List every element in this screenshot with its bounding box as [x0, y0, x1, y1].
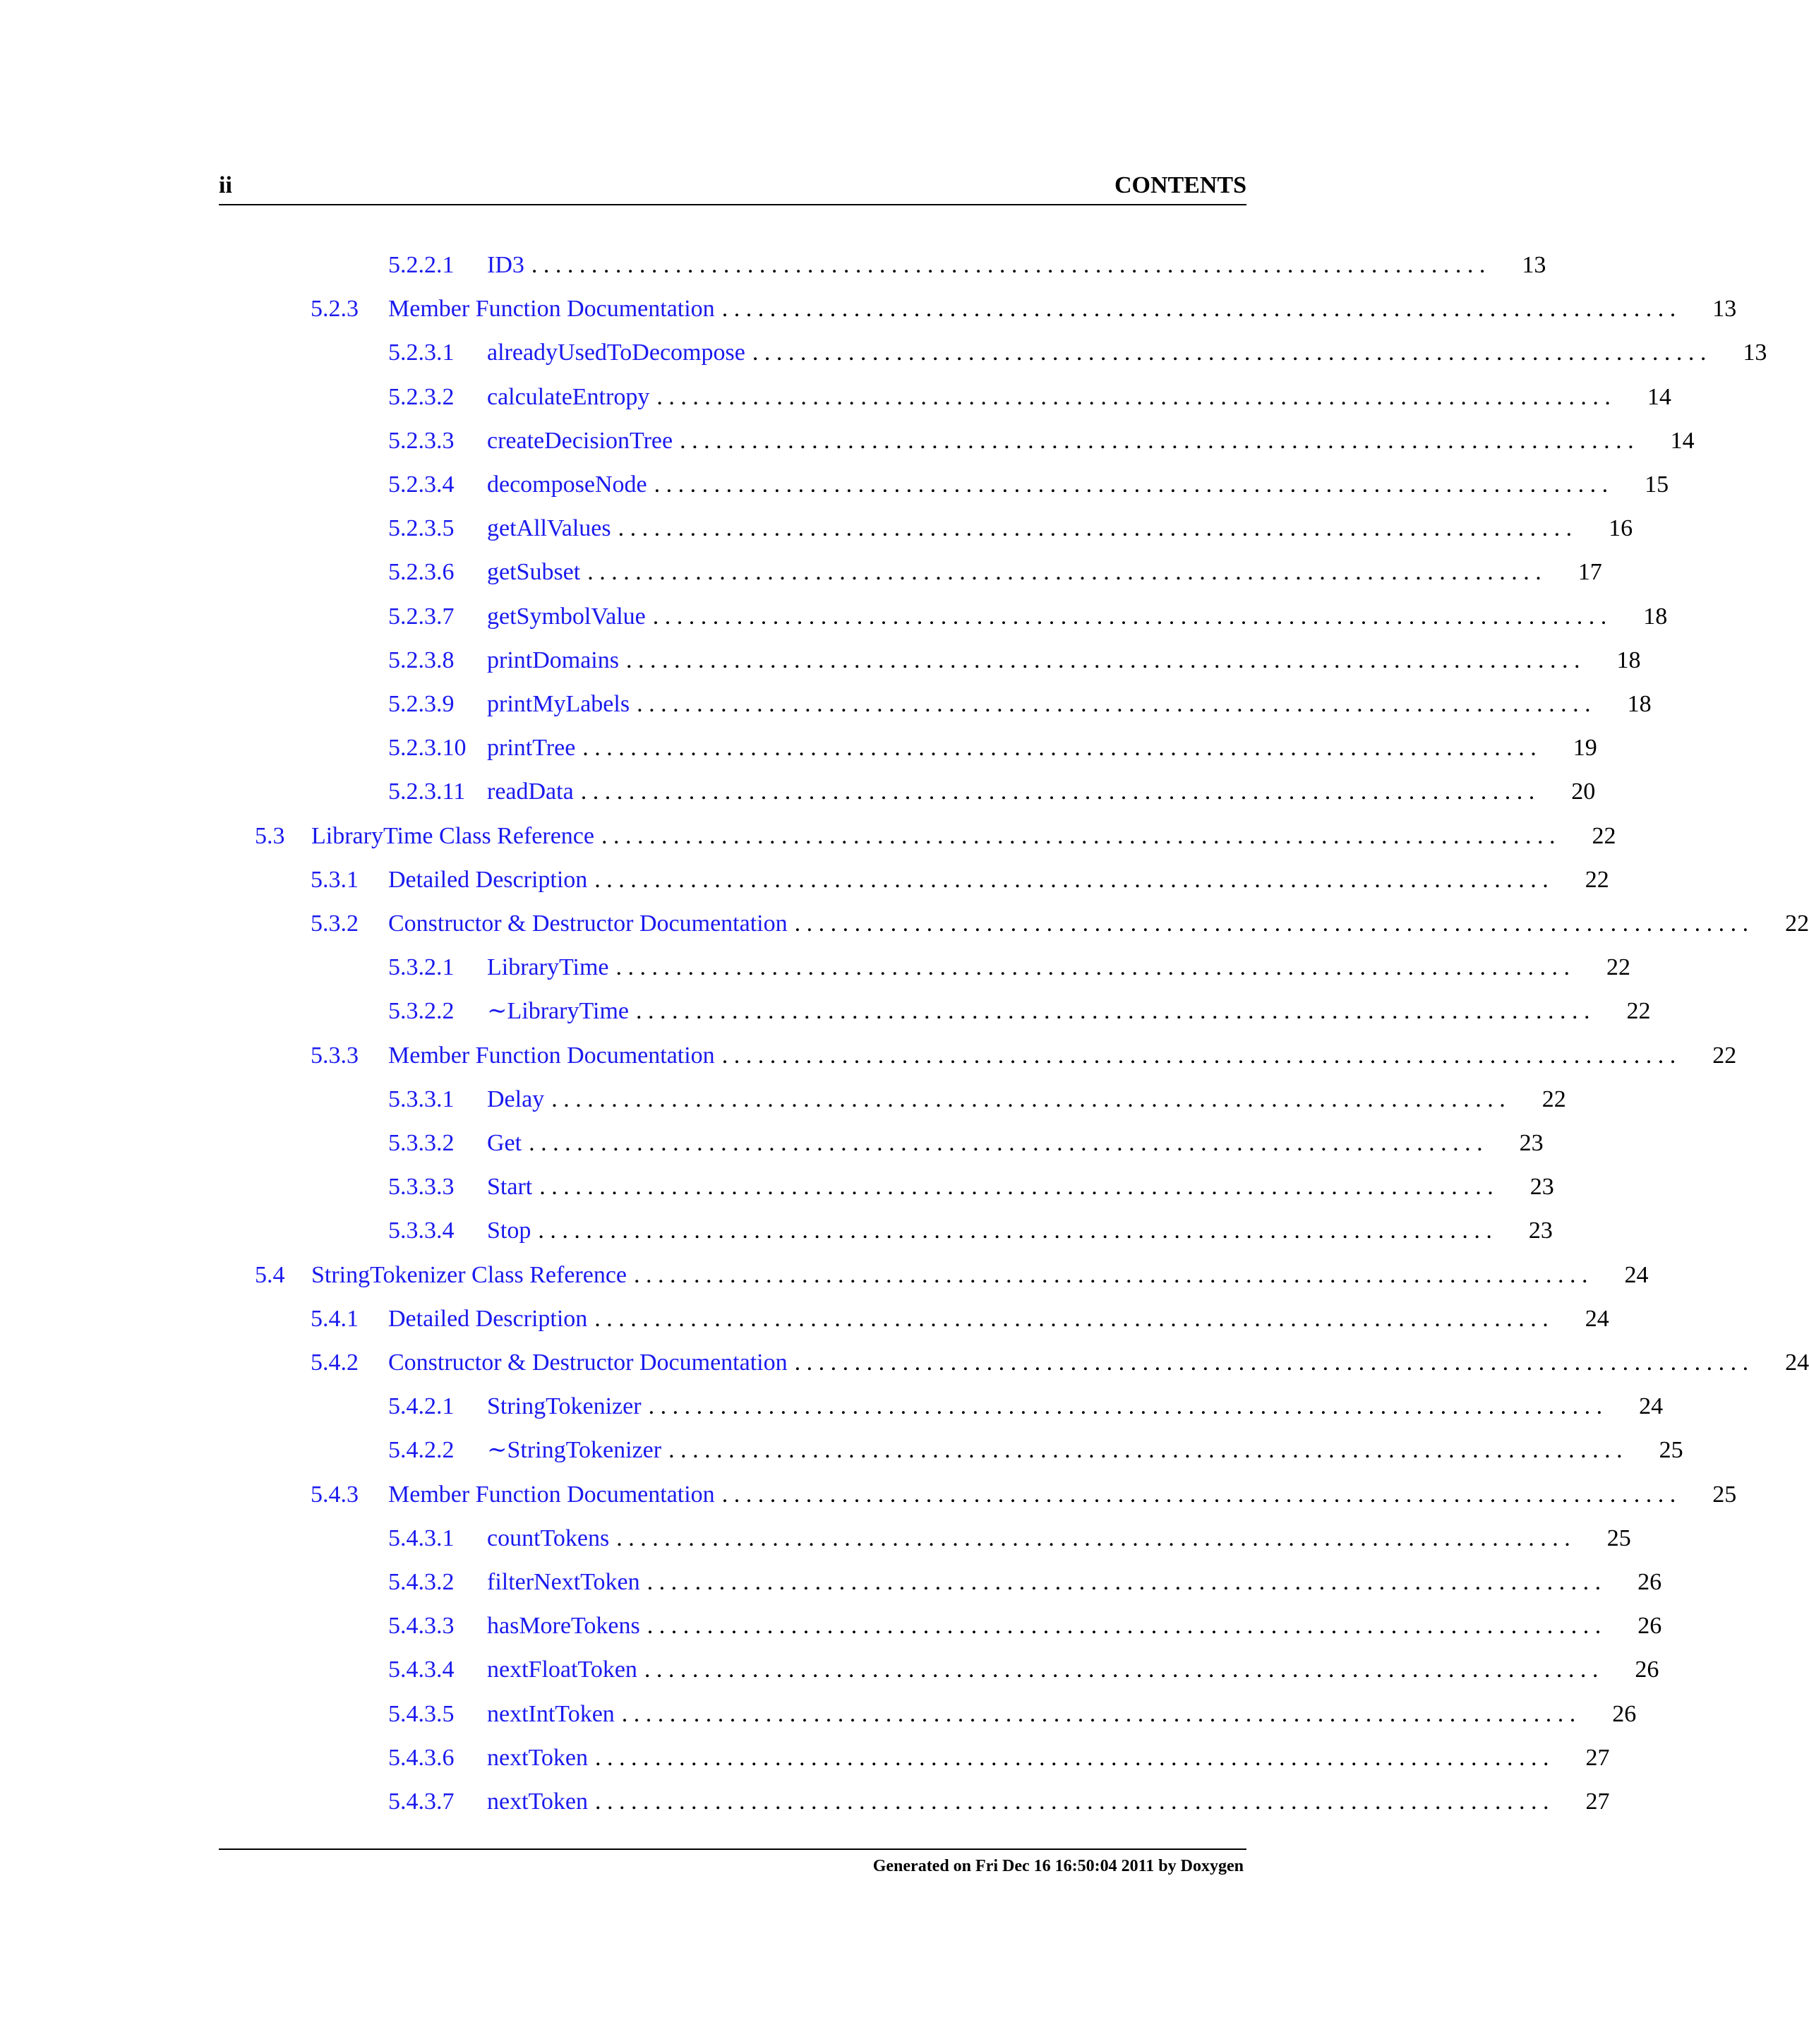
toc-entry-number[interactable]: 5.4.3.4: [388, 1657, 455, 1683]
toc-entry-number[interactable]: 5.3.2.1: [388, 954, 455, 980]
toc-dot-leader: . . . . . . . . . . . . . . . . . . . . . . . . . . . . . . . . . . . . . . . . . . . . . . . . . . . . . . . . . . . . . . . . . . . . . . . . . . . . . . . .: [618, 515, 1573, 541]
toc-entry[interactable]: [255, 820, 1616, 853]
toc-entry-number[interactable]: 5.4.3.7: [388, 1788, 455, 1815]
toc-entry[interactable]: [388, 644, 1641, 677]
toc-entry-title[interactable]: countTokens: [487, 1525, 610, 1551]
toc-dot-leader: . . . . . . . . . . . . . . . . . . . . . . . . . . . . . . . . . . . . . . . . . . . . . . . . . . . . . . . . . . . . . . . . . . . . . . . . . . . . . . . .: [616, 1525, 1570, 1551]
toc-entry-title[interactable]: Detailed Description: [388, 1306, 588, 1332]
toc-entry-title[interactable]: createDecisionTree: [487, 428, 673, 454]
toc-entry-page: 22: [1592, 823, 1616, 849]
toc-entry-number[interactable]: 5.2.3.11: [388, 778, 466, 805]
toc-entry-page: 13: [1743, 339, 1767, 366]
toc-entry-title[interactable]: ID3: [487, 252, 524, 278]
toc-entry-number[interactable]: 5.2.3.6: [388, 559, 455, 585]
toc-entry[interactable]: [388, 556, 1602, 589]
toc-entry-page: 13: [1522, 252, 1546, 278]
toc-dot-leader: . . . . . . . . . . . . . . . . . . . . . . . . . . . . . . . . . . . . . . . . . . . . . . . . . . . . . . . . . . . . . . . . . . . . . . . . . . . . . . . .: [580, 778, 1535, 805]
toc-dot-leader: . . . . . . . . . . . . . . . . . . . . . . . . . . . . . . . . . . . . . . . . . . . . . . . . . . . . . . . . . . . . . . . . . . . . . . . . . . . . . . . .: [594, 867, 1549, 893]
toc-entry-page: 26: [1612, 1701, 1637, 1727]
toc-entry-title[interactable]: nextToken: [487, 1745, 589, 1771]
toc-entry-title[interactable]: decomposeNode: [487, 471, 647, 498]
toc-entry-number[interactable]: 5.4.1: [311, 1306, 359, 1332]
toc-entry[interactable]: [311, 864, 1609, 896]
toc-entry-number[interactable]: 5.2.2.1: [388, 252, 455, 278]
toc-dot-leader: . . . . . . . . . . . . . . . . . . . . . . . . . . . . . . . . . . . . . . . . . . . . . . . . . . . . . . . . . . . . . . . . . . . . . . . . . . . . . . . .: [647, 1613, 1601, 1639]
toc-entry-page: 23: [1519, 1130, 1544, 1156]
toc-entry-number[interactable]: 5.2.3.2: [388, 384, 455, 410]
toc-entry-number[interactable]: 5.3.2: [311, 910, 359, 937]
toc-entry[interactable]: [388, 951, 1631, 984]
toc-dot-leader: . . . . . . . . . . . . . . . . . . . . . . . . . . . . . . . . . . . . . . . . . . . . . . . . . . . . . . . . . . . . . . . . . . . . . . . . . . . . . . . .: [721, 1481, 1676, 1508]
toc-entry-title[interactable]: getAllValues: [487, 515, 611, 541]
toc-entry-title[interactable]: Start: [487, 1174, 533, 1200]
toc-entry-title[interactable]: ∼StringTokenizer: [487, 1437, 662, 1463]
toc-entry[interactable]: [311, 1040, 1737, 1072]
toc-entry-number[interactable]: 5.3.3.4: [388, 1218, 455, 1244]
toc-entry-title[interactable]: Constructor & Destructor Documentation: [388, 1349, 788, 1376]
toc-entry-title[interactable]: Member Function Documentation: [388, 1481, 715, 1508]
toc-entry-number[interactable]: 5.2.3.10: [388, 735, 467, 761]
toc-entry-number[interactable]: 5.3.2.2: [388, 998, 455, 1024]
toc-entry-number[interactable]: 5.3: [255, 823, 285, 849]
toc-entry-number[interactable]: 5.2.3.4: [388, 471, 455, 498]
toc-entry-title[interactable]: StringTokenizer: [487, 1393, 642, 1419]
toc-entry-page: 27: [1585, 1788, 1610, 1815]
toc-dot-leader: . . . . . . . . . . . . . . . . . . . . . . . . . . . . . . . . . . . . . . . . . . . . . . . . . . . . . . . . . . . . . . . . . . . . . . . . . . . . . . . .: [621, 1701, 1576, 1727]
toc-entry-number[interactable]: 5.2.3: [311, 296, 359, 322]
toc-entry-title[interactable]: nextIntToken: [487, 1701, 615, 1727]
toc-entry-number[interactable]: 5.3.3.1: [388, 1086, 455, 1112]
toc-dot-leader: . . . . . . . . . . . . . . . . . . . . . . . . . . . . . . . . . . . . . . . . . . . . . . . . . . . . . . . . . . . . . . . . . . . . . . . . . . . . . . . .: [652, 603, 1607, 630]
toc-entry-page: 22: [1785, 910, 1809, 937]
toc-entry-page: 14: [1670, 428, 1695, 454]
toc-entry-title[interactable]: alreadyUsedToDecompose: [487, 339, 745, 366]
toc-dot-leader: . . . . . . . . . . . . . . . . . . . . . . . . . . . . . . . . . . . . . . . . . . . . . . . . . . . . . . . . . . . . . . . . . . . . . . . . . . . . . . . .: [595, 1788, 1549, 1815]
toc-entry-number[interactable]: 5.3.3.3: [388, 1174, 455, 1200]
toc-entry[interactable]: [388, 601, 1668, 633]
toc-entry-title[interactable]: nextFloatToken: [487, 1657, 637, 1683]
toc-entry-number[interactable]: 5.2.3.7: [388, 603, 455, 630]
toc-dot-leader: . . . . . . . . . . . . . . . . . . . . . . . . . . . . . . . . . . . . . . . . . . . . . . . . . . . . . . . . . . . . . . . . . . . . . . . . . . . . . . . .: [539, 1174, 1494, 1200]
toc-entry-number[interactable]: 5.4.3.5: [388, 1701, 455, 1727]
toc-entry-number[interactable]: 5.4.2: [311, 1349, 359, 1376]
footer-text: Generated on Fri Dec 16 16:50:04 2011 by Doxygen: [872, 1857, 1244, 1875]
toc-entry-title[interactable]: Constructor & Destructor Documentation: [388, 910, 788, 937]
page-number: ii: [219, 172, 232, 198]
toc-dot-leader: . . . . . . . . . . . . . . . . . . . . . . . . . . . . . . . . . . . . . . . . . . . . . . . . . . . . . . . . . . . . . . . . . . . . . . . . . . . . . . . .: [595, 1745, 1549, 1771]
toc-entry-page: 22: [1541, 1086, 1566, 1112]
toc-entry-page: 22: [1585, 867, 1609, 893]
toc-entry-page: 25: [1606, 1525, 1631, 1551]
toc-entry-title[interactable]: readData: [487, 778, 574, 805]
toc-entry-page: 13: [1712, 296, 1737, 322]
toc-entry-title[interactable]: ∼LibraryTime: [487, 998, 629, 1024]
toc-dot-leader: . . . . . . . . . . . . . . . . . . . . . . . . . . . . . . . . . . . . . . . . . . . . . . . . . . . . . . . . . . . . . . . . . . . . . . . . . . . . . . . .: [647, 1569, 1601, 1595]
toc-entry-page: 23: [1529, 1174, 1554, 1200]
toc-entry-page: 19: [1573, 735, 1597, 761]
toc-entry[interactable]: [311, 1303, 1609, 1335]
toc-entry[interactable]: [388, 1434, 1683, 1467]
toc-entry-title[interactable]: filterNextToken: [487, 1569, 640, 1595]
toc-entry-title[interactable]: Member Function Documentation: [388, 296, 715, 322]
toc-entry[interactable]: [388, 381, 1671, 414]
toc-entry[interactable]: [388, 1698, 1637, 1731]
toc-entry-title[interactable]: LibraryTime: [487, 954, 609, 980]
toc-entry-number[interactable]: 5.3.3.2: [388, 1130, 455, 1156]
toc-entry[interactable]: [388, 1610, 1662, 1642]
toc-entry-title[interactable]: Detailed Description: [388, 867, 588, 893]
toc-entry-page: 18: [1643, 603, 1668, 630]
toc-entry-page: 24: [1624, 1262, 1649, 1288]
toc-entry-number[interactable]: 5.3.3: [311, 1042, 359, 1069]
toc-entry[interactable]: [388, 776, 1596, 808]
toc-dot-leader: . . . . . . . . . . . . . . . . . . . . . . . . . . . . . . . . . . . . . . . . . . . . . . . . . . . . . . . . . . . . . . . . . . . . . . . . . . . . . . . .: [601, 823, 1556, 849]
header-section-title: CONTENTS: [1114, 172, 1246, 198]
toc-entry-page: 22: [1626, 998, 1651, 1024]
toc-dot-leader: . . . . . . . . . . . . . . . . . . . . . . . . . . . . . . . . . . . . . . . . . . . . . . . . . . . . . . . . . . . . . . . . . . . . . . . . . . . . . . . .: [582, 735, 1537, 761]
toc-entry[interactable]: [388, 995, 1651, 1028]
toc-entry-page: 26: [1635, 1657, 1659, 1683]
toc-entry[interactable]: [388, 1083, 1566, 1116]
toc-entry-page: 24: [1785, 1349, 1809, 1376]
toc-dot-leader: . . . . . . . . . . . . . . . . . . . . . . . . . . . . . . . . . . . . . . . . . . . . . . . . . . . . . . . . . . . . . . . . . . . . . . . . . . . . . . . .: [644, 1657, 1599, 1683]
toc-entry-title[interactable]: printTree: [487, 735, 576, 761]
toc-entry-page: 20: [1571, 778, 1596, 805]
toc-entry-title[interactable]: printDomains: [487, 647, 619, 673]
toc-entry[interactable]: [311, 293, 1737, 325]
toc-entry[interactable]: [388, 1786, 1610, 1818]
toc-entry[interactable]: [311, 908, 1809, 940]
toc-dot-leader: . . . . . . . . . . . . . . . . . . . . . . . . . . . . . . . . . . . . . . . . . . . . . . . . . . . . . . . . . . . . . . . . . . . . . . . . . . . . . . . .: [634, 1262, 1588, 1288]
footer-rule: [219, 1848, 1246, 1850]
toc-dot-leader: . . . . . . . . . . . . . . . . . . . . . . . . . . . . . . . . . . . . . . . . . . . . . . . . . . . . . . . . . . . . . . . . . . . . . . . . . . . . . . . .: [637, 691, 1591, 717]
toc-entry-number[interactable]: 5.2.3.1: [388, 339, 455, 366]
toc-entry-number[interactable]: 5.4.2.1: [388, 1393, 455, 1419]
toc-entry[interactable]: [388, 337, 1767, 369]
toc-dot-leader: . . . . . . . . . . . . . . . . . . . . . . . . . . . . . . . . . . . . . . . . . . . . . . . . . . . . . . . . . . . . . . . . . . . . . . . . . . . . . . . .: [794, 910, 1749, 937]
toc-entry-page: 26: [1637, 1569, 1662, 1595]
toc-dot-leader: . . . . . . . . . . . . . . . . . . . . . . . . . . . . . . . . . . . . . . . . . . . . . . . . . . . . . . . . . . . . . . . . . . . . . . . . . . . . . . . .: [587, 559, 1541, 585]
toc-dot-leader: . . . . . . . . . . . . . . . . . . . . . . . . . . . . . . . . . . . . . . . . . . . . . . . . . . . . . . . . . . . . . . . . . . . . . . . . . . . . . . . .: [625, 647, 1580, 673]
toc-entry[interactable]: [311, 1479, 1737, 1511]
toc-entry[interactable]: [388, 1215, 1553, 1247]
toc-entry[interactable]: [388, 1390, 1664, 1423]
toc-entry-page: 22: [1606, 954, 1631, 980]
toc-entry-page: 18: [1616, 647, 1641, 673]
toc-entry-page: 16: [1609, 515, 1633, 541]
toc-entry-number[interactable]: 5.2.3.5: [388, 515, 455, 541]
toc-entry-page: 18: [1627, 691, 1652, 717]
toc-dot-leader: . . . . . . . . . . . . . . . . . . . . . . . . . . . . . . . . . . . . . . . . . . . . . . . . . . . . . . . . . . . . . . . . . . . . . . . . . . . . . . . .: [721, 1042, 1676, 1069]
toc-entry-title[interactable]: getSymbolValue: [487, 603, 646, 630]
toc-entry[interactable]: [388, 1742, 1610, 1774]
toc-entry-page: 23: [1528, 1218, 1553, 1244]
toc-entry[interactable]: [388, 688, 1652, 721]
toc-entry-page: 15: [1645, 471, 1669, 498]
toc-entry-title[interactable]: Delay: [487, 1086, 545, 1112]
toc-entry[interactable]: [255, 1259, 1649, 1292]
toc-dot-leader: . . . . . . . . . . . . . . . . . . . . . . . . . . . . . . . . . . . . . . . . . . . . . . . . . . . . . . . . . . . . . . . . . . . . . . . . . . . . . . . .: [721, 296, 1676, 322]
toc-entry-page: 25: [1712, 1481, 1737, 1508]
toc-dot-leader: . . . . . . . . . . . . . . . . . . . . . . . . . . . . . . . . . . . . . . . . . . . . . . . . . . . . . . . . . . . . . . . . . . . . . . . . . . . . . . . .: [551, 1086, 1506, 1112]
toc-entry[interactable]: [388, 1127, 1544, 1160]
toc-entry-title[interactable]: calculateEntropy: [487, 384, 650, 410]
toc-entry-page: 25: [1659, 1437, 1683, 1463]
toc-dot-leader: . . . . . . . . . . . . . . . . . . . . . . . . . . . . . . . . . . . . . . . . . . . . . . . . . . . . . . . . . . . . . . . . . . . . . . . . . . . . . . . .: [531, 252, 1486, 278]
toc-dot-leader: . . . . . . . . . . . . . . . . . . . . . . . . . . . . . . . . . . . . . . . . . . . . . . . . . . . . . . . . . . . . . . . . . . . . . . . . . . . . . . . .: [538, 1218, 1492, 1244]
toc-entry-page: 14: [1647, 384, 1671, 410]
toc-entry-title[interactable]: LibraryTime Class Reference: [311, 823, 594, 849]
toc-dot-leader: . . . . . . . . . . . . . . . . . . . . . . . . . . . . . . . . . . . . . . . . . . . . . . . . . . . . . . . . . . . . . . . . . . . . . . . . . . . . . . . .: [594, 1306, 1549, 1332]
toc-dot-leader: . . . . . . . . . . . . . . . . . . . . . . . . . . . . . . . . . . . . . . . . . . . . . . . . . . . . . . . . . . . . . . . . . . . . . . . . . . . . . . . .: [668, 1437, 1623, 1463]
toc-entry-page: 22: [1712, 1042, 1737, 1069]
toc-entry-number[interactable]: 5.4.2.2: [388, 1437, 455, 1463]
toc-dot-leader: . . . . . . . . . . . . . . . . . . . . . . . . . . . . . . . . . . . . . . . . . . . . . . . . . . . . . . . . . . . . . . . . . . . . . . . . . . . . . . . .: [529, 1130, 1483, 1156]
toc-entry-number[interactable]: 5.4.3.1: [388, 1525, 455, 1551]
toc-entry-number[interactable]: 5.4.3.3: [388, 1613, 455, 1639]
toc-entry-page: 26: [1637, 1613, 1662, 1639]
toc-entry-number[interactable]: 5.2.3.3: [388, 428, 455, 454]
toc-entry-title[interactable]: printMyLabels: [487, 691, 630, 717]
toc-entry-title[interactable]: hasMoreTokens: [487, 1613, 640, 1639]
toc-entry-page: 24: [1639, 1393, 1664, 1419]
toc-dot-leader: . . . . . . . . . . . . . . . . . . . . . . . . . . . . . . . . . . . . . . . . . . . . . . . . . . . . . . . . . . . . . . . . . . . . . . . . . . . . . . . .: [615, 954, 1570, 980]
toc-dot-leader: . . . . . . . . . . . . . . . . . . . . . . . . . . . . . . . . . . . . . . . . . . . . . . . . . . . . . . . . . . . . . . . . . . . . . . . . . . . . . . . .: [654, 471, 1609, 498]
toc-entry-number[interactable]: 5.4.3.2: [388, 1569, 455, 1595]
toc-dot-leader: . . . . . . . . . . . . . . . . . . . . . . . . . . . . . . . . . . . . . . . . . . . . . . . . . . . . . . . . . . . . . . . . . . . . . . . . . . . . . . . .: [752, 339, 1707, 366]
toc-entry[interactable]: [388, 1566, 1662, 1599]
toc-entry[interactable]: [388, 1654, 1659, 1686]
toc-entry[interactable]: [388, 732, 1597, 764]
toc-dot-leader: . . . . . . . . . . . . . . . . . . . . . . . . . . . . . . . . . . . . . . . . . . . . . . . . . . . . . . . . . . . . . . . . . . . . . . . . . . . . . . . .: [656, 384, 1611, 410]
toc-dot-leader: . . . . . . . . . . . . . . . . . . . . . . . . . . . . . . . . . . . . . . . . . . . . . . . . . . . . . . . . . . . . . . . . . . . . . . . . . . . . . . . .: [680, 428, 1634, 454]
toc-entry-title[interactable]: Member Function Documentation: [388, 1042, 715, 1069]
toc-entry-number[interactable]: 5.2.3.8: [388, 647, 455, 673]
toc-entry[interactable]: [311, 1347, 1809, 1379]
toc-entry[interactable]: [388, 425, 1695, 457]
toc-entry[interactable]: [388, 469, 1669, 501]
toc-entry-number[interactable]: 5.2.3.9: [388, 691, 455, 717]
toc-entry-page: 24: [1585, 1306, 1609, 1332]
toc-entry-title[interactable]: getSubset: [487, 559, 581, 585]
toc-entry[interactable]: [388, 512, 1633, 545]
toc-entry[interactable]: [388, 249, 1546, 282]
toc-entry-number[interactable]: 5.4: [255, 1262, 285, 1288]
toc-entry[interactable]: [388, 1522, 1631, 1555]
toc-entry[interactable]: [388, 1171, 1554, 1203]
toc-dot-leader: . . . . . . . . . . . . . . . . . . . . . . . . . . . . . . . . . . . . . . . . . . . . . . . . . . . . . . . . . . . . . . . . . . . . . . . . . . . . . . . .: [648, 1393, 1603, 1419]
toc-entry-title[interactable]: StringTokenizer Class Reference: [311, 1262, 627, 1288]
toc-entry-number[interactable]: 5.4.3.6: [388, 1745, 455, 1771]
toc-entry-number[interactable]: 5.3.1: [311, 867, 359, 893]
toc-entry-title[interactable]: Get: [487, 1130, 522, 1156]
toc-entry-page: 27: [1585, 1745, 1610, 1771]
toc-dot-leader: . . . . . . . . . . . . . . . . . . . . . . . . . . . . . . . . . . . . . . . . . . . . . . . . . . . . . . . . . . . . . . . . . . . . . . . . . . . . . . . .: [636, 998, 1590, 1024]
toc-entry-title[interactable]: Stop: [487, 1218, 531, 1244]
toc-entry-page: 17: [1577, 559, 1602, 585]
toc-dot-leader: . . . . . . . . . . . . . . . . . . . . . . . . . . . . . . . . . . . . . . . . . . . . . . . . . . . . . . . . . . . . . . . . . . . . . . . . . . . . . . . .: [794, 1349, 1749, 1376]
toc-entry-number[interactable]: 5.4.3: [311, 1481, 359, 1508]
toc-entry-title[interactable]: nextToken: [487, 1788, 589, 1815]
